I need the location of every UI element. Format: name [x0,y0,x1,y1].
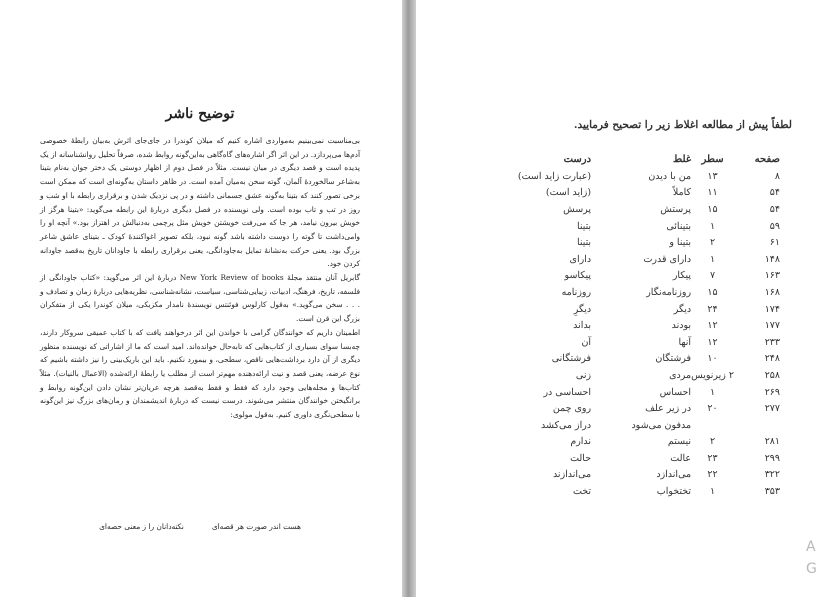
errata-wrong: می‌اندازد [656,469,692,481]
errata-line: ۷ [709,270,716,282]
errata-row [460,268,780,285]
errata-wrong: مدفون می‌شود [631,419,692,431]
errata-page: ۲۳۳ [764,336,780,348]
errata-wrong: نیستم [667,436,692,448]
side-letters [806,536,817,580]
column-header-page: صفحه [754,153,780,165]
errata-row [460,185,780,202]
errata-line: ۱ [709,486,716,498]
publisher-note-body [40,134,360,422]
side-letter: G [806,561,817,577]
errata-row [460,234,780,251]
errata-line: ۱۱ [707,187,718,199]
errata-wrong: من با دیدن [648,170,692,182]
errata-page: ۲۷۷ [764,403,780,415]
errata-page: ۱۷۴ [764,303,780,315]
errata-correct: پرسش [563,203,592,215]
errata-page: ۲۴۸ [764,353,780,365]
errata-page: ۱۴۸ [764,253,780,265]
errata-correct: ندارم [570,436,592,448]
errata-wrong: پرستش [660,203,692,215]
errata-line: ۱۲ [707,320,718,332]
errata-page: ۱۷۷ [764,320,780,332]
errata-row [460,351,780,368]
errata-wrong: بتینائی [666,220,692,232]
page-right [416,0,802,597]
column-header-correct: درست [563,153,592,165]
paragraph: بی‌مناسبت نمی‌بینیم به‌مواردی اشاره کنیم که میلان کوندرا در جای‌جای اثرش به‌بیان رابطهٔ خصوصی آدم‌ها می‌پردازد. در این اثر اگر اشاره‌های گاه‌گاهی به‌این‌گونه روابط شده، صرفاً تحلیل روانشناسانه از یک پدیده است و قصد دیگری در میان نیست. مثلاً در فصل دوم از اظهار دوستی یک دختر جوان به‌نام بتینا به‌شاعر سالخوردهٔ آلمان، گوته سخن به‌میان آمده است. در ظاهر داستان به‌گونه‌ای است که ممکن است برخی تصور کنند که بتینا به‌گونه عشق جسمانی داشته و در پی نزدیک شدن و برقراری رابطه با او شب و روز در تب و تاب بوده است. ولی نویسنده در فصل دیگری دربارهٔ این رابطه می‌گوید: «بتینا هرگز از خویش بیرون نیامد، هر جا که می‌رفت خویشتن خویش مثل پرچمی به‌دنبالش در اهتزاز بود.» آنچه او را وامی‌داشت تا گوته را دوست داشته باشد گونه نبود، بلکه تصویر اغواکنندهٔ کودک ـ بتینای عاشق شاعر بزرگ بود. یعنی حرکت به‌نشانهٔ تمایل به‌جاودانگی، یعنی برقراری رابطه با جاودانان تاریخ به‌قصد جاودانه کردن خود. [40,136,360,269]
errata-row [460,384,780,401]
errata-line: ۲۴ [707,303,718,315]
errata-correct: (عبارت زاید است) [517,170,592,182]
column-header-line: سطر [701,153,724,165]
errata-line: ۱ [709,386,716,398]
errata-page: ۱۶۸ [764,286,780,298]
errata-page: ۳۵۳ [764,486,780,498]
errata-correct: بتینا [576,237,592,249]
errata-wrong: روزنامه‌نگار [646,286,692,298]
errata-header-row [460,150,780,168]
errata-page: ۵۴ [769,187,780,199]
errata-wrong: فرشتگان [655,353,692,365]
errata-line: ۱۵ [707,203,718,215]
errata-page: ۲۶۹ [764,386,780,398]
errata-correct: روی چمن [552,403,592,415]
side-strip [802,0,817,597]
errata-row [460,467,780,484]
errata-correct: (زاید است) [545,187,592,199]
errata-body [460,168,780,500]
page-left [0,0,402,597]
errata-correct: زنی [575,369,592,381]
errata-correct: دیگرِ [573,303,592,315]
errata-correct: روزنامه [561,286,592,298]
errata-page: ۲۸۱ [764,436,780,448]
errata-line: ۱۰ [707,353,718,365]
publisher-note-title: توضیح ناشر [165,106,235,122]
errata-wrong: دیگر [673,303,692,315]
errata-line: ۲ [709,237,716,249]
errata-page: ۲۵۸ [764,369,780,381]
errata-wrong: احساس [659,386,692,398]
errata-row [460,334,780,351]
errata-row [460,168,780,185]
verse [40,520,360,534]
errata-row [460,317,780,334]
book-gutter [402,0,416,597]
errata-page [734,417,780,434]
errata-wrong: تختخواب [656,486,692,498]
errata-page: ۲۹۹ [764,452,780,464]
errata-page: ۵۴ [769,203,780,215]
errata-correct: احساسی در [543,386,592,398]
errata-page: ۳۲۲ [764,469,780,481]
errata-line: ۲۲ [707,469,718,481]
errata-wrong: بودند [671,320,692,332]
errata-row [460,251,780,268]
errata-row [460,434,780,451]
errata-correct: فرشتگانی [551,353,592,365]
errata-line [691,417,734,434]
errata-wrong: پیکار [672,270,692,282]
errata-wrong: دارای قدرت [643,253,692,265]
errata-correct: پیکاسو [564,270,592,282]
errata-wrong: کاملاً [672,187,692,199]
errata-row [460,284,780,301]
errata-line: ۱۲ [707,336,718,348]
errata-correct: آن [581,336,592,348]
errata-row [460,417,780,434]
errata-line: ۱۳ [707,170,718,182]
errata-table [460,150,780,500]
paragraph: گابریل آنان منتقد مجلهٔ New York Review of books دربارهٔ این اثر می‌گوید: «کتاب جاودانگی از فلسفه، تاریخ، فرهنگ، ادبیات، زیبایی‌شناسی، سیاست، نشانه‌شناسی، نظریه‌هایی دربارهٔ زمان و تصادف و . . . سخن می‌گوید.» به‌قول کارلوس فوئنتس نویسندهٔ نامدار مکزیکی، میلان کوندرا یکی از متفکران بزرگ این قرن است. [40,273,360,324]
verse-second-half: نکته‌دانان را ز معنی حصه‌ای [99,522,184,531]
errata-row [460,301,780,318]
errata-row [460,483,780,500]
errata-correct: تخت [572,486,592,498]
errata-line: ۱ [709,253,716,265]
errata-wrong: در زیر علف [645,403,692,415]
errata-page: ۱۶۳ [764,270,780,282]
errata-row [460,367,780,384]
side-letter: A [806,539,816,555]
errata-correct: دارای [569,253,592,265]
errata-correct: بتینا [576,220,592,232]
errata-page: ۶۱ [769,237,780,249]
errata-wrong: آنها [678,336,692,348]
errata-page: ۵۹ [769,220,780,232]
errata-correct: می‌اندازند [552,469,592,481]
errata-correct: بداند [573,320,592,332]
errata-line: ۲ زیرنویس [691,369,734,381]
errata-row [460,218,780,235]
errata-title: لطفاً پیش از مطالعه اغلاط زیر را تصحیح فرمایید. [573,119,792,131]
verse-first-half: هست اندر صورت هر قصه‌ای [211,522,301,531]
errata-correct: دراز می‌کشد [541,419,592,431]
errata-line: ۲۰ [707,403,718,415]
errata-wrong: بتینا و [669,237,692,249]
paragraph: اطمینان داریم که خوانندگان گرامی با خواندن این اثر درخواهند یافت که با کتاب عمیقی سروکار دارند، چه‌بسا سوای بسیاری از کتاب‌هایی که تابه‌حال خوانده‌اند. امید است که ما از اشاراتی که نویسنده منظور دیگری از آن دارد برداشت‌هایی ناقص، سطحی، و بیمورد نکنیم. باید این باریک‌بینی را نیز داشته باشیم که نوع عرضه، یعنی قصد و نیت ارائه‌دهنده مهم‌تر است از مطلب یا رابطهٔ ارائه‌شده (الاعمال بالنیات). مثلاً کتاب‌ها و مجله‌هایی وجود دارد که فقط و فقط به‌قصد هرچه عریان‌تر نشان دادن این‌گونه روابط و برانگیختن خوانندگان منتشر می‌شوند. درست نیست که دربارهٔ اندیشمندان و رمان‌های بزرگ نیز این‌گونه با سطحی‌نگری داوری کنیم. به‌قول مولوی: [40,327,360,420]
column-header-wrong: غلط [673,153,692,165]
errata-correct: حالت [570,452,592,464]
errata-line: ۲۳ [707,452,718,464]
errata-page: ۸ [774,170,780,182]
errata-wrong: عالت [670,452,692,464]
errata-row [460,450,780,467]
errata-row [460,201,780,218]
errata-line: ۱ [709,220,716,232]
errata-row [460,400,780,417]
errata-line: ۲ [709,436,716,448]
errata-wrong: مردی [669,369,692,381]
errata-line: ۱۵ [707,286,718,298]
